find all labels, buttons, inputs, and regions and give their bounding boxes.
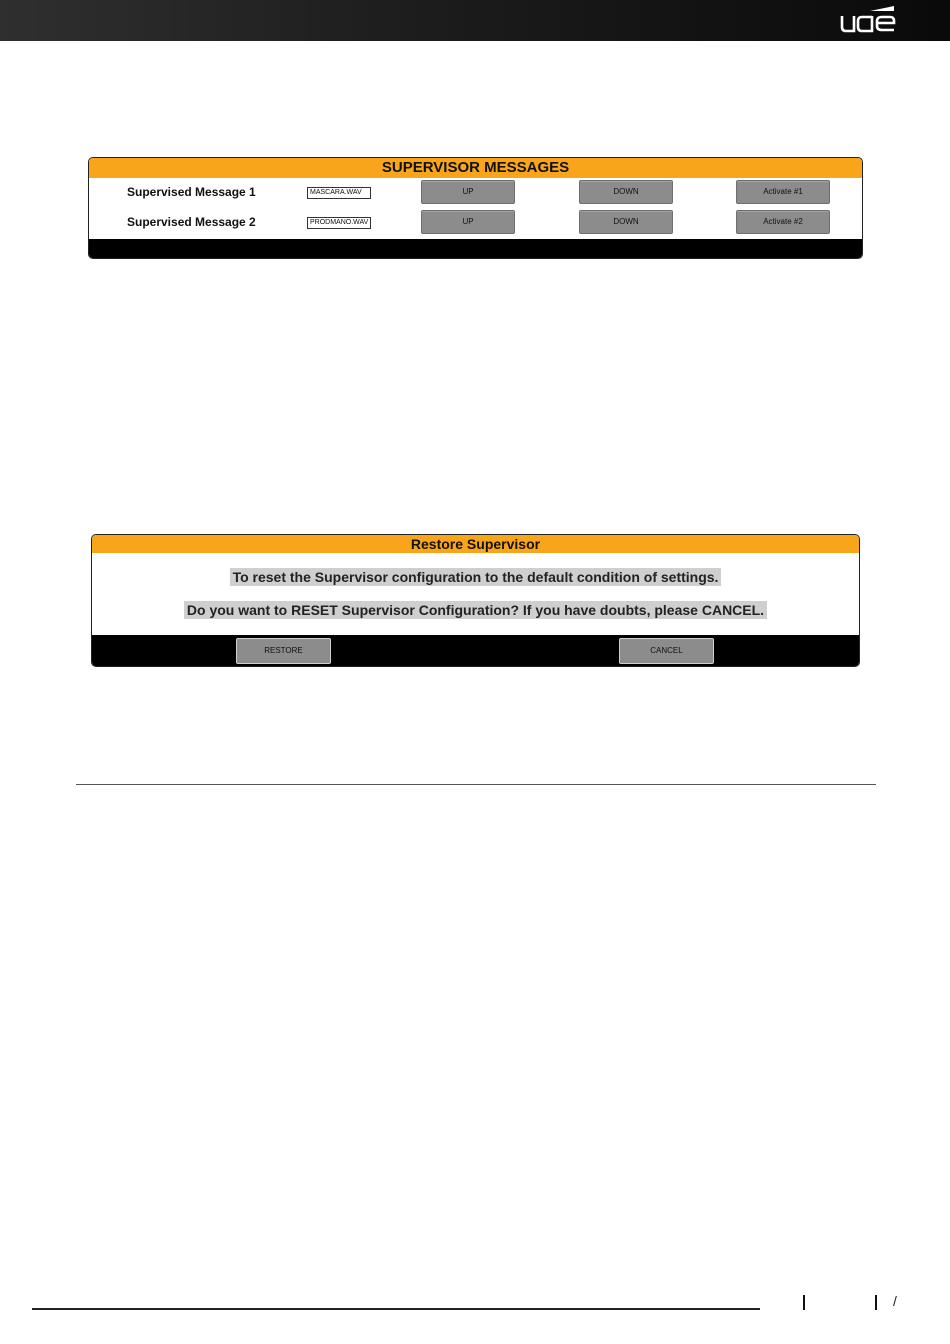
- supervisor-messages-title: SUPERVISOR MESSAGES: [89, 158, 862, 178]
- footer-tick-mark: [803, 1295, 805, 1310]
- message-2-down-button[interactable]: DOWN: [579, 210, 673, 234]
- supervised-message-1-file-field[interactable]: MASCARA.WAV: [307, 187, 371, 199]
- restore-button[interactable]: RESTORE: [236, 638, 331, 664]
- ude-logo: [840, 5, 896, 33]
- supervised-message-2-file-field[interactable]: PRODMANO.WAV: [307, 217, 371, 229]
- panel-footer-bar: [89, 239, 862, 258]
- supervised-message-2-label: Supervised Message 2: [127, 215, 256, 229]
- restore-footer-bar: [92, 635, 859, 666]
- restore-confirm-text: [92, 602, 859, 618]
- message-1-up-button[interactable]: UP: [421, 180, 515, 204]
- activate-message-1-button[interactable]: Activate #1: [736, 180, 830, 204]
- cancel-button[interactable]: CANCEL: [619, 638, 714, 664]
- supervised-message-row: [89, 210, 862, 236]
- restore-supervisor-title: Restore Supervisor: [92, 535, 859, 553]
- restore-info-highlight: To reset the Supervisor configuration to the default condition of settings.: [230, 568, 722, 586]
- page-header-bar: [0, 0, 950, 41]
- supervisor-messages-panel: [88, 157, 863, 259]
- restore-confirm-highlight: Do you want to RESET Supervisor Configuration? If you have doubts, please CANCEL.: [184, 601, 767, 619]
- supervised-message-row: [89, 180, 862, 206]
- message-1-down-button[interactable]: DOWN: [579, 180, 673, 204]
- footer-rule: [32, 1308, 760, 1310]
- restore-info-text: [92, 569, 859, 585]
- footer-tick-mark: [875, 1295, 877, 1310]
- restore-supervisor-panel: [91, 534, 860, 667]
- supervised-message-1-label: Supervised Message 1: [127, 185, 256, 199]
- page-number-separator: /: [893, 1293, 897, 1309]
- activate-message-2-button[interactable]: Activate #2: [736, 210, 830, 234]
- section-divider: [76, 784, 876, 785]
- message-2-up-button[interactable]: UP: [421, 210, 515, 234]
